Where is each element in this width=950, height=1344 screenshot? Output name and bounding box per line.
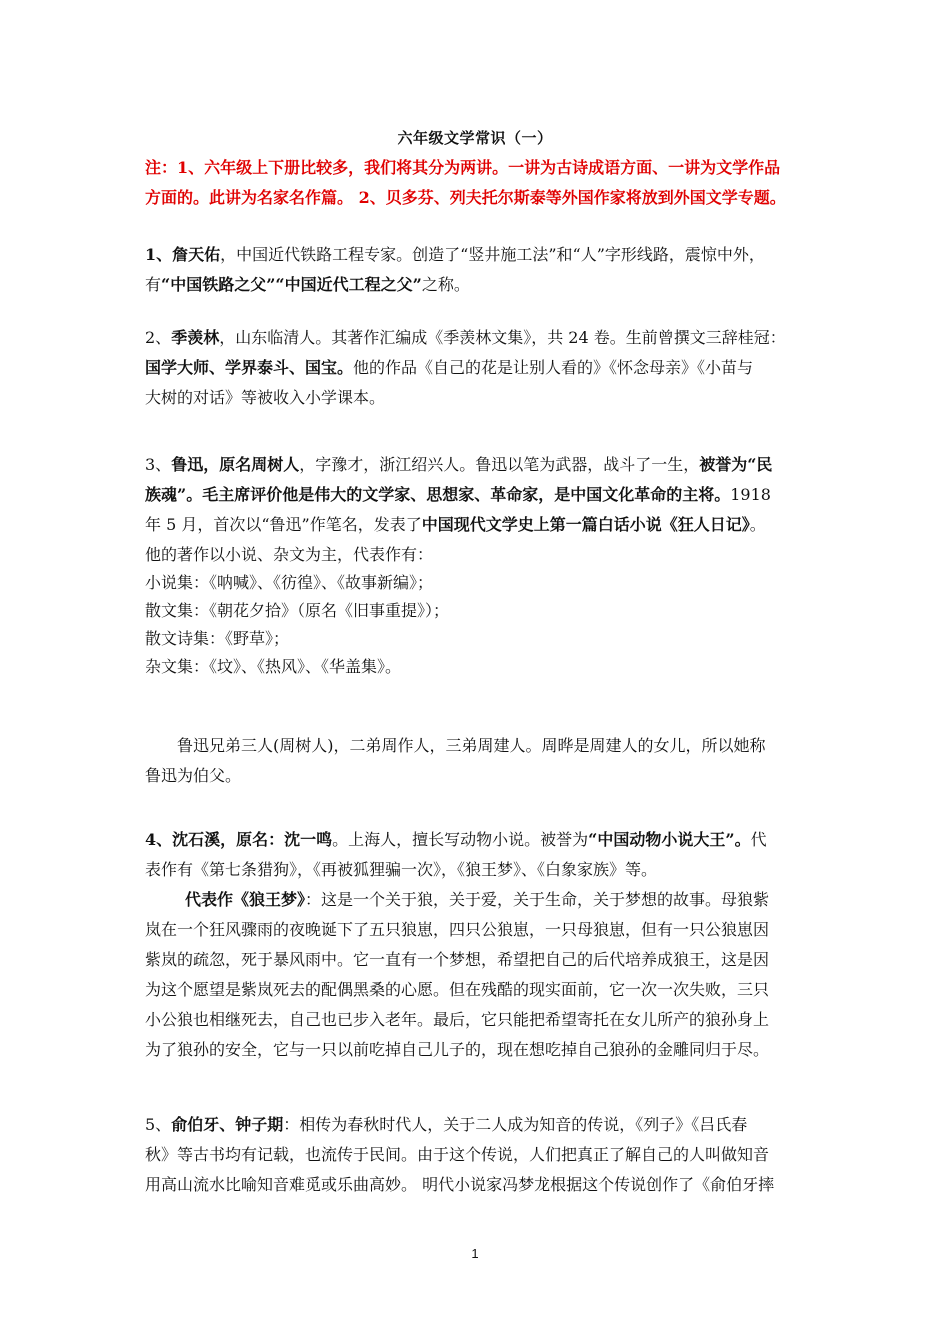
- highlight-text: 被誉为“民: [699, 455, 773, 474]
- highlight-text: 中国现代文学史上第一篇白话小说《狂人日记》: [421, 515, 750, 534]
- section-3-paragraph-2: [145, 731, 825, 791]
- text: 小公狼也相继死去，自己也已步入老年。最后，它只能把希望寄托在女儿所产的狼孙身上: [145, 1010, 770, 1029]
- page-title: 六年级文学常识（一）: [397, 129, 553, 147]
- section-3: [145, 450, 825, 680]
- text: 鲁迅为伯父。: [145, 766, 242, 785]
- section-number: 2、: [145, 328, 172, 347]
- section-number: 4、: [145, 830, 173, 849]
- text: 年 5 月，首次以“鲁迅”作笔名，发表了: [145, 515, 422, 534]
- section-1: [145, 240, 825, 300]
- text: 大树的对话》等被收入小学课本。: [145, 388, 386, 407]
- author-name: 季羡林: [171, 328, 220, 347]
- text: 他的作品《自己的花是让别人看的》《怀念母亲》《小苗与: [353, 358, 754, 377]
- author-name: 鲁迅，原名周树人: [171, 455, 300, 474]
- text: ，字豫才，浙江绍兴人。鲁迅以笔为武器，战斗了一生，: [299, 455, 700, 474]
- text: 之称。: [421, 275, 470, 294]
- section-4: [145, 825, 825, 1065]
- text: 表作有《第七条猎狗》，《再被狐狸骗一次》，《狼王梦》、《白象家族》等。: [145, 860, 658, 879]
- text: 紫岚的疏忽，死于暴风雨中。它一直有一个梦想，希望把自己的后代培养成狼王，这是因: [145, 950, 770, 969]
- text: ，中国近代铁路工程专家。创造了“竖井施工法”和“人”字形线路，震惊中外，: [220, 245, 765, 264]
- text: 有: [145, 275, 162, 294]
- author-name: 詹天佑: [172, 245, 221, 264]
- text: 鲁迅兄弟三人(周树人)，二弟周作人，三弟周建人。周晔是周建人的女儿，所以她称: [177, 736, 766, 755]
- note-line-1: 注：1、六年级上下册比较多，我们将其分为两讲。一讲为古诗成语方面、一讲为文学作品: [145, 158, 781, 177]
- highlight-text: 族魂”。毛主席评价他是伟大的文学家、思想家、革命家，是中国文化革命的主将。: [145, 485, 731, 504]
- text: 岚在一个狂风骤雨的夜晚诞下了五只狼崽，四只公狼崽，一只母狼崽，但有一只公狼崽因: [145, 920, 770, 939]
- section-number: 3、: [145, 455, 172, 474]
- text: ：这是一个关于狼，关于爱，关于生命，关于梦想的故事。母狼紫: [305, 890, 770, 909]
- text: 代: [750, 830, 767, 849]
- text: 秋》等古书均有记载，也流传于民间。由于这个传说，人们把真正了解自己的人叫做知音: [145, 1145, 770, 1164]
- section-5: [145, 1110, 825, 1200]
- text: 杂文集：《坟》、《热风》、《华盖集》。: [145, 657, 402, 676]
- text: 。上海人，擅长写动物小说。被誉为: [332, 830, 589, 849]
- text: 1918: [730, 485, 771, 504]
- section-2: [145, 323, 825, 413]
- highlight-text: 代表作《狼王梦》: [185, 890, 306, 909]
- text: 散文集：《朝花夕拾》（原名《旧事重提》）；: [145, 601, 450, 620]
- text: 为这个愿望是紫岚死去的配偶黑桑的心愿。但在残酷的现实面前，它一次一次失败，三只: [145, 980, 770, 999]
- author-name: 沈石溪，原名：沈一鸣: [172, 830, 333, 849]
- text: 小说集：《呐喊》、《彷徨》、《故事新编》；: [145, 573, 434, 592]
- red-note: [145, 153, 825, 213]
- text: 散文诗集：《野草》；: [145, 629, 290, 648]
- highlight-text: “中国动物小说大王”。: [588, 830, 751, 849]
- text: 他的著作以小说、杂文为主，代表作有：: [145, 545, 434, 564]
- section-number: 5、: [145, 1115, 172, 1134]
- text: 为了狼孙的安全，它与一只以前吃掉自己儿子的，现在想吃掉自己狼孙的金雕同归于尽。: [145, 1040, 770, 1059]
- text: ，山东临清人。其著作汇编成《季羡林文集》，共 24 卷。生前曾撰文三辞桂冠：: [219, 328, 786, 347]
- text: 用高山流水比喻知音难觅或乐曲高妙。 明代小说家冯梦龙根据这个传说创作了《俞伯牙摔: [145, 1175, 775, 1194]
- note-line-2: 方面的。此讲为名家名作篇。 2、贝多芬、列夫托尔斯泰等外国作家将放到外国文学专题。: [145, 188, 786, 207]
- text: ：相传为春秋时代人，关于二人成为知音的传说，《列子》《吕氏春: [283, 1115, 748, 1134]
- page-number: 1: [471, 1246, 479, 1261]
- author-name: 俞伯牙、钟子期: [171, 1115, 284, 1134]
- text: 。: [749, 515, 766, 534]
- highlight-text: 国学大师、学界泰斗、国宝。: [145, 358, 354, 377]
- highlight-text: “中国铁路之父”“中国近代工程之父”: [161, 275, 422, 294]
- section-number: 1、: [145, 245, 173, 264]
